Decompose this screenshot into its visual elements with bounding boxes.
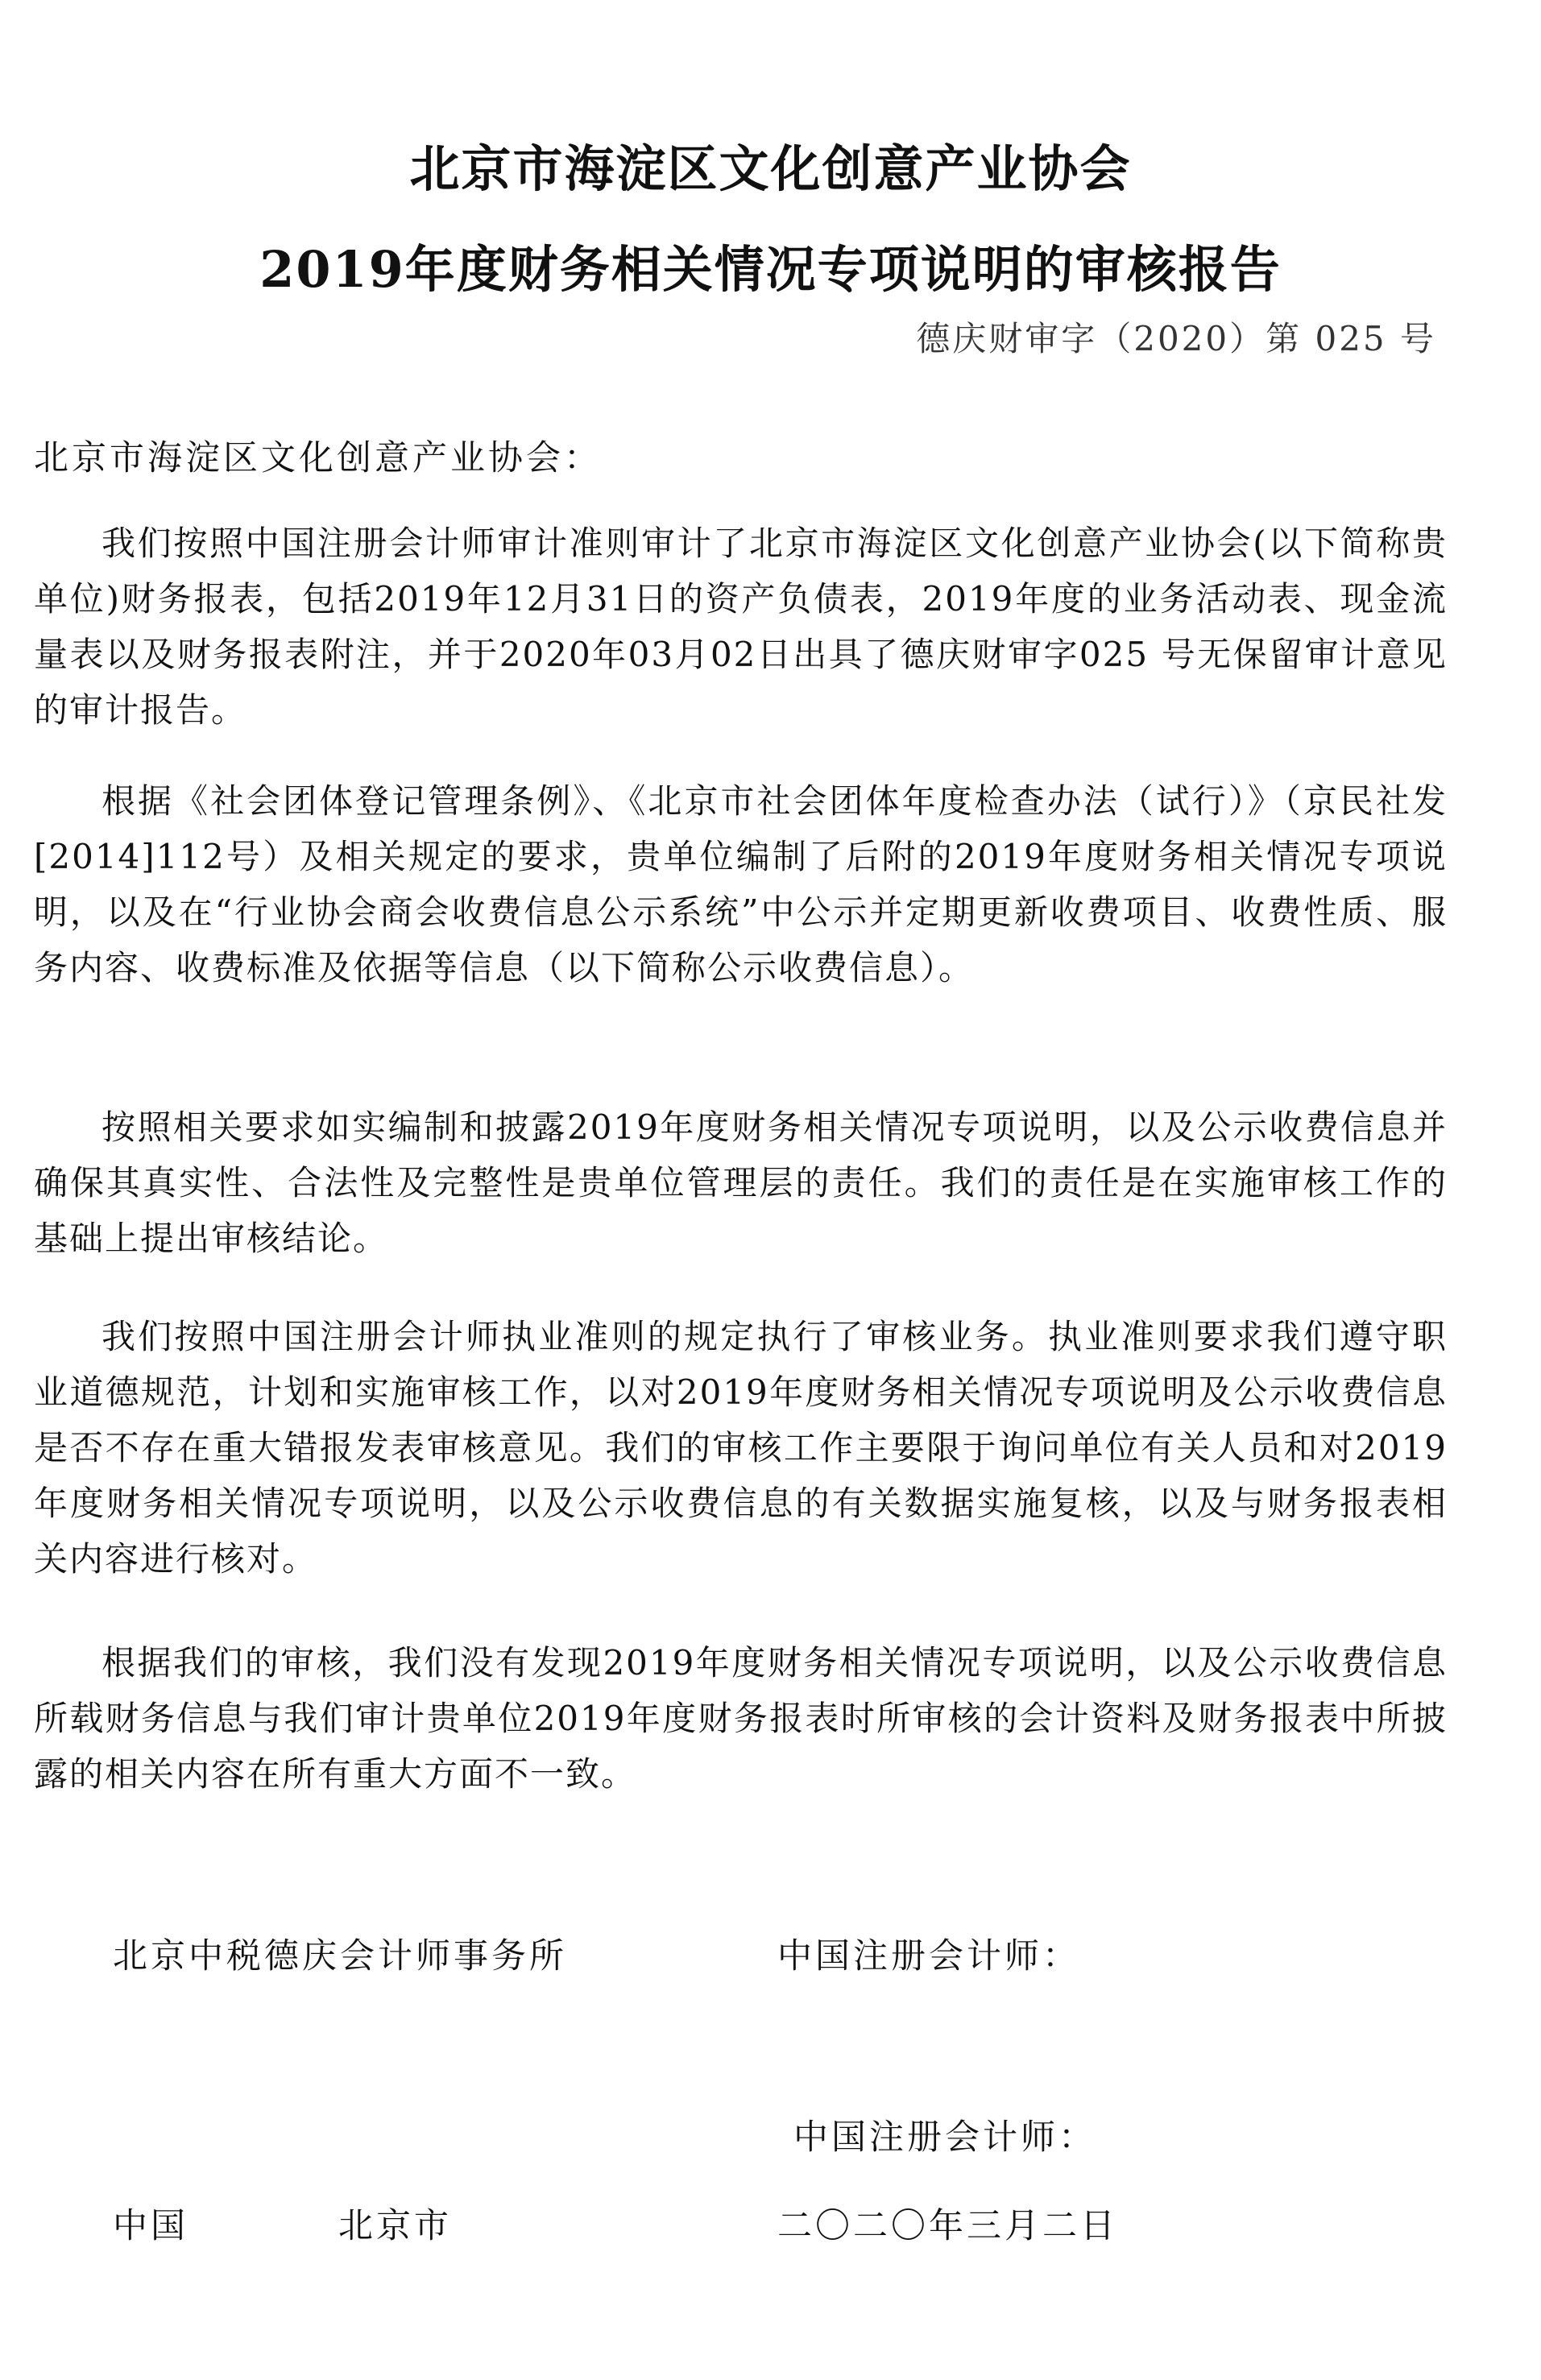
salutation: 北京市海淀区文化创意产业协会： — [34, 438, 602, 478]
cpa-signature-label-2: 中国注册会计师： — [793, 2117, 1096, 2158]
paragraph-requirements: 根据《社会团体登记管理条例》、《北京市社会团体年度检查办法（试行）》（京民社发[2014]112号）及相关规定的要求，贵单位编制了后附的2019年度财务相关情况专项说明，以及在“行业协会商会收费信息公示系统”中公示并定期更新收费项目、收费性质、服务内容、收费标准及依据等信息（以下简称公示收费信息）。 — [34, 781, 1448, 987]
country: 中国 — [113, 2206, 188, 2246]
report-title-line2: 2019年度财务相关情况专项说明的审核报告 — [259, 240, 1282, 299]
paragraph-responsibility: 按照相关要求如实编制和披露2019年度财务相关情况专项说明，以及公示收费信息并确保其真实性、合法性及完整性是贵单位管理层的责任。我们的责任是在实施审核工作的基础上提出审核结论。 — [34, 1107, 1448, 1258]
city: 北京市 — [338, 2206, 452, 2246]
paragraph-review-work: 我们按照中国注册会计师执业准则的规定执行了审核业务。执业准则要求我们遵守职业道德规范，计划和实施审核工作，以对2019年度财务相关情况专项说明及公示收费信息是否不存在重大错报发表审核意见。我们的审核工作主要限于询问单位有关人员和对2019年度财务相关情况专项说明，以及公示收费信息的有关数据实施复核，以及与财务报表相关内容进行核对。 — [34, 1317, 1448, 1579]
firm-name: 北京中税德庆会计师事务所 — [113, 1936, 567, 1976]
paragraph-conclusion: 根据我们的审核，我们没有发现2019年度财务相关情况专项说明，以及公示收费信息所载财务信息与我们审计贵单位2019年度财务报表时所审核的会计资料及财务报表中所披露的相关内容在所有重大方面不一致。 — [34, 1643, 1448, 1794]
report-title-line1: 北京市海淀区文化创意产业协会 — [409, 139, 1132, 198]
cpa-signature-label-1: 中国注册会计师： — [777, 1936, 1080, 1976]
report-date: 二〇二〇年三月二日 — [777, 2206, 1118, 2246]
document-number: 德庆财审字（2020）第 025 号 — [916, 319, 1436, 358]
paragraph-audit-scope: 我们按照中国注册会计师审计准则审计了北京市海淀区文化创意产业协会(以下简称贵单位)财务报表，包括2019年12月31日的资产负债表，2019年度的业务活动表、现金流量表以及财务报表附注，并于2020年03月02日出具了德庆财审字025 号无保留审计意见的审计报告。 — [34, 524, 1448, 730]
